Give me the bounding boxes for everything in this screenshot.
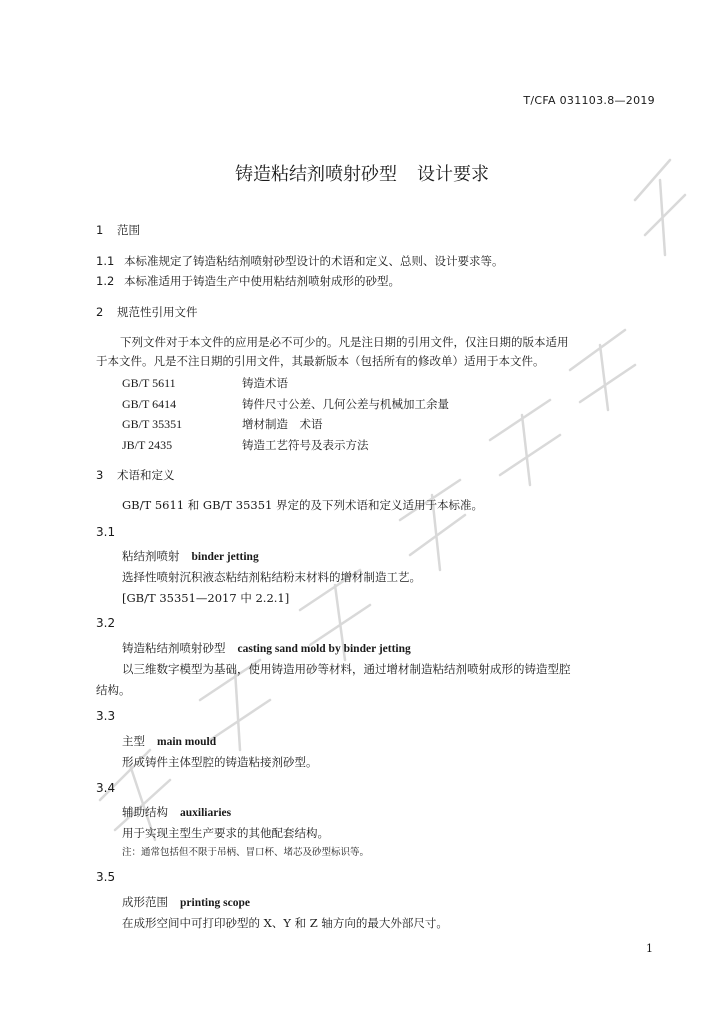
clause-3-2-number: 3.2 bbox=[96, 616, 116, 630]
reference-row: GB/T 5611 铸造术语 bbox=[122, 376, 288, 390]
section-3-heading: 3 术语和定义 bbox=[96, 468, 175, 482]
term-3-3-definition: 形成铸件主体型腔的铸造粘接剂砂型。 bbox=[122, 755, 318, 769]
clause-3-5-number: 3.5 bbox=[96, 870, 116, 884]
title-main: 铸造粘结剂喷射砂型 bbox=[235, 164, 397, 185]
section-3-intro: GB/T 5611 和 GB/T 35351 界定的及下列术语和定义适用于本标准。 bbox=[122, 498, 483, 512]
reference-row: GB/T 35351 增材制造 术语 bbox=[122, 417, 323, 431]
clause-3-4-number: 3.4 bbox=[96, 781, 116, 795]
reference-row: GB/T 6414 铸件尺寸公差、几何公差与机械加工余量 bbox=[122, 397, 449, 411]
term-3-1-source: [GB/T 35351—2017 中 2.2.1] bbox=[122, 591, 290, 605]
term-3-3: 主型 main mould bbox=[122, 734, 217, 748]
document-title bbox=[0, 160, 724, 186]
term-3-2-definition-line-2: 结构。 bbox=[96, 683, 131, 697]
term-3-1: 粘结剂喷射 binder jetting bbox=[122, 549, 259, 563]
term-3-4: 辅助结构 auxiliaries bbox=[122, 805, 232, 819]
term-3-1-definition: 选择性喷射沉积液态粘结剂粘结粉末材料的增材制造工艺。 bbox=[122, 570, 421, 584]
section-1-heading: 1 范围 bbox=[96, 223, 140, 237]
page-number: 1 bbox=[646, 942, 653, 955]
section-2-heading: 2 规范性引用文件 bbox=[96, 305, 198, 319]
title-sub: 设计要求 bbox=[417, 164, 489, 185]
clause-3-1-number: 3.1 bbox=[96, 525, 116, 539]
page-header-standard-number: T/CFA 031103.8—2019 bbox=[523, 94, 655, 107]
term-3-4-note: 注：通常包括但不限于吊柄、冒口杯、堵芯及砂型标识等。 bbox=[122, 847, 370, 858]
term-3-5-definition: 在成形空间中可打印砂型的 X、Y 和 Z 轴方向的最大外部尺寸。 bbox=[122, 916, 448, 930]
reference-row: JB/T 2435 铸造工艺符号及表示方法 bbox=[122, 438, 369, 452]
section-2-intro-line-2: 于本文件。凡是不注日期的引用文件，其最新版本（包括所有的修改单）适用于本文件。 bbox=[96, 354, 545, 368]
term-3-2-definition-line-1: 以三维数字模型为基础，使用铸造用砂等材料，通过增材制造粘结剂喷射成形的铸造型腔 bbox=[122, 662, 571, 676]
section-2-intro-line-1: 下列文件对于本文件的应用是必不可少的。凡是注日期的引用文件，仅注日期的版本适用 bbox=[120, 335, 569, 349]
term-3-4-definition: 用于实现主型生产要求的其他配套结构。 bbox=[122, 826, 329, 840]
term-3-5: 成形范围 printing scope bbox=[122, 895, 250, 909]
clause-1-1: 1.1 本标准规定了铸造粘结剂喷射砂型设计的术语和定义、总则、设计要求等。 bbox=[96, 254, 504, 268]
term-3-2: 铸造粘结剂喷射砂型 casting sand mold by binder jetting bbox=[122, 641, 411, 655]
clause-1-2: 1.2 本标准适用于铸造生产中使用粘结剂喷射成形的砂型。 bbox=[96, 274, 400, 288]
clause-3-3-number: 3.3 bbox=[96, 709, 116, 723]
